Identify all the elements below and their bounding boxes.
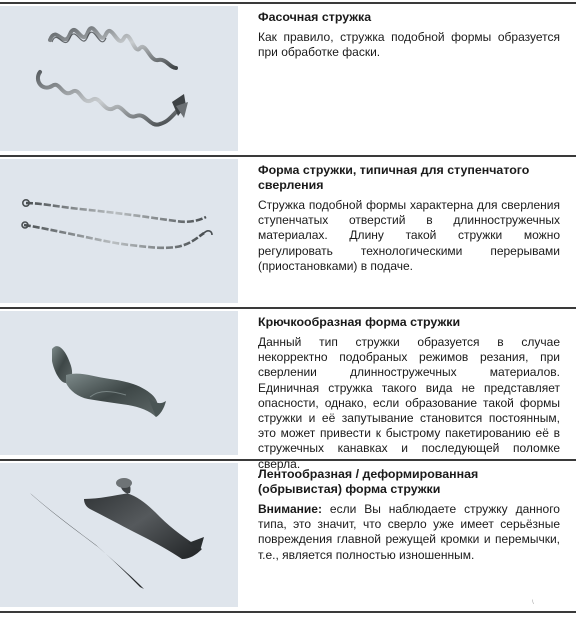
table-row (0, 463, 576, 607)
chamfer-chip-illustration (0, 6, 238, 151)
step-drilling-chip-illustration (0, 159, 238, 303)
row-title: Крючкообразная форма стружки (258, 315, 461, 329)
ribbon-chip-image (0, 463, 238, 607)
warning-label: Внимание: (258, 502, 322, 516)
divider-2 (0, 307, 576, 309)
hook-chip-illustration (0, 311, 238, 455)
warning-text: если Вы наблюдаете стружку данного типа, это значит, что сверло уже имеет серьёзные повреждения главной режущей кромки и перемычки, т.е., является полностью изношенным. (258, 502, 560, 562)
table-row (0, 311, 576, 471)
footer-mark: \ (532, 600, 534, 606)
chamfer-chip-image (0, 6, 238, 151)
row-title: Форма стружки, типичная для ступенчатого сверления (258, 163, 530, 192)
row-description: Данный тип стружки образуется в случае некорректно подобраных режимов резания, при сверлении длинностружечных материалов. Единичная стружка такого вида не представляет опасности, однако, если образование такой формы стружки и её запутывание становится постоянным, это может привести к быстрому пакетированию её в стружечных канавках и последующей поломке сверла. (258, 335, 560, 471)
step-drilling-chip-image (0, 159, 238, 303)
divider-top (0, 2, 576, 4)
table-row (0, 159, 576, 303)
row-title: Фасочная стружка (258, 10, 372, 24)
hook-chip-image (0, 311, 238, 455)
ribbon-chip-illustration (0, 463, 238, 607)
divider-bottom (0, 611, 576, 613)
row-description: Стружка подобной формы характерна для сверления ступенчатых отверстий в длинностружечных материалах. Длину такой стружки можно регулировать технологическими перерывами (приостановками) в подаче. (258, 198, 560, 273)
row-description (258, 502, 560, 563)
row-description: Как правило, стружка подобной формы образуется при обработке фаски. (258, 30, 560, 60)
divider-1 (0, 155, 576, 157)
table-row (0, 6, 576, 151)
row-title: Лентообразная / деформированная (обрывистая) форма стружки (258, 467, 479, 496)
